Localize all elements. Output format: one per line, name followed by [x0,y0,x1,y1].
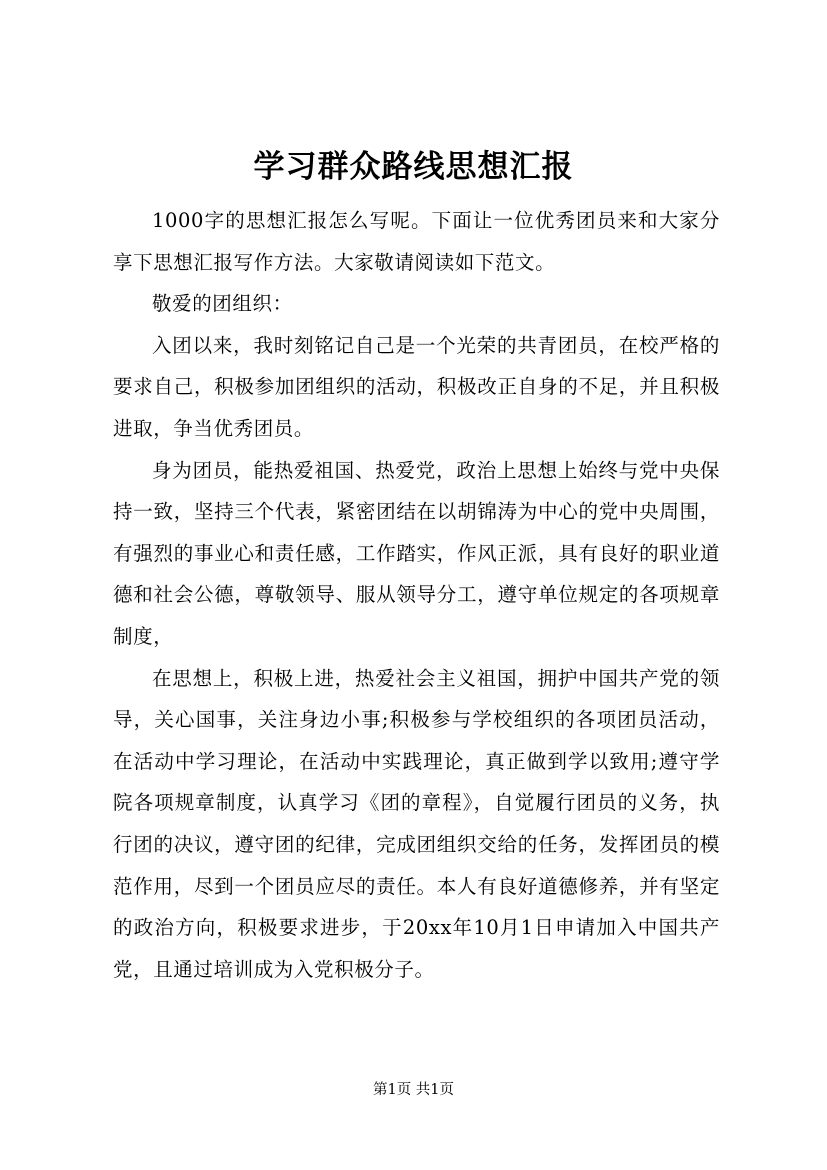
paragraph-political-stance: 身为团员，能热爱祖国、热爱党，政治上思想上始终与党中央保持一致，坚持三个代表，紧密团结在以胡锦涛为中心的党中央周围，有强烈的事业心和责任感，工作踏实，作风正派，具有良好的职业道德和社会公德，尊敬领导、服从领导分工，遵守单位规定的各项规章制度， [113,458,720,648]
paragraph-joining: 入团以来，我时刻铭记自己是一个光荣的共青团员，在校严格的要求自己，积极参加团组织的活动，积极改正自身的不足，并且积极进取，争当优秀团员。 [113,333,720,440]
paragraph-ideology: 在思想上，积极上进，热爱社会主义祖国，拥护中国共产党的领导，关心国事，关注身边小事;积极参与学校组织的各项团员活动，在活动中学习理论，在活动中实践理论，真正做到学以致用;遵守学院各项规章制度，认真学习《团的章程》，自觉履行团员的义务，执行团的决议，遵守团的纪律，完成团组织交给的任务，发挥团员的模范作用，尽到一个团员应尽的责任。本人有良好道德修养，并有坚定的政治方向，积极要求进步，于20xx年10月1日申请加入中国共产党，且通过培训成为入党积极分子。 [113,666,720,981]
document-body [113,200,720,990]
page-footer: 第1页 共1页 [372,1082,455,1098]
paragraph-intro: 1000字的思想汇报怎么写呢。下面让一位优秀团员来和大家分享下思想汇报写作方法。大家敬请阅读如下范文。 [113,209,720,274]
document-title: 学习群众路线思想汇报 [253,149,574,185]
paragraph-salutation: 敬爱的团组织： [152,292,293,316]
